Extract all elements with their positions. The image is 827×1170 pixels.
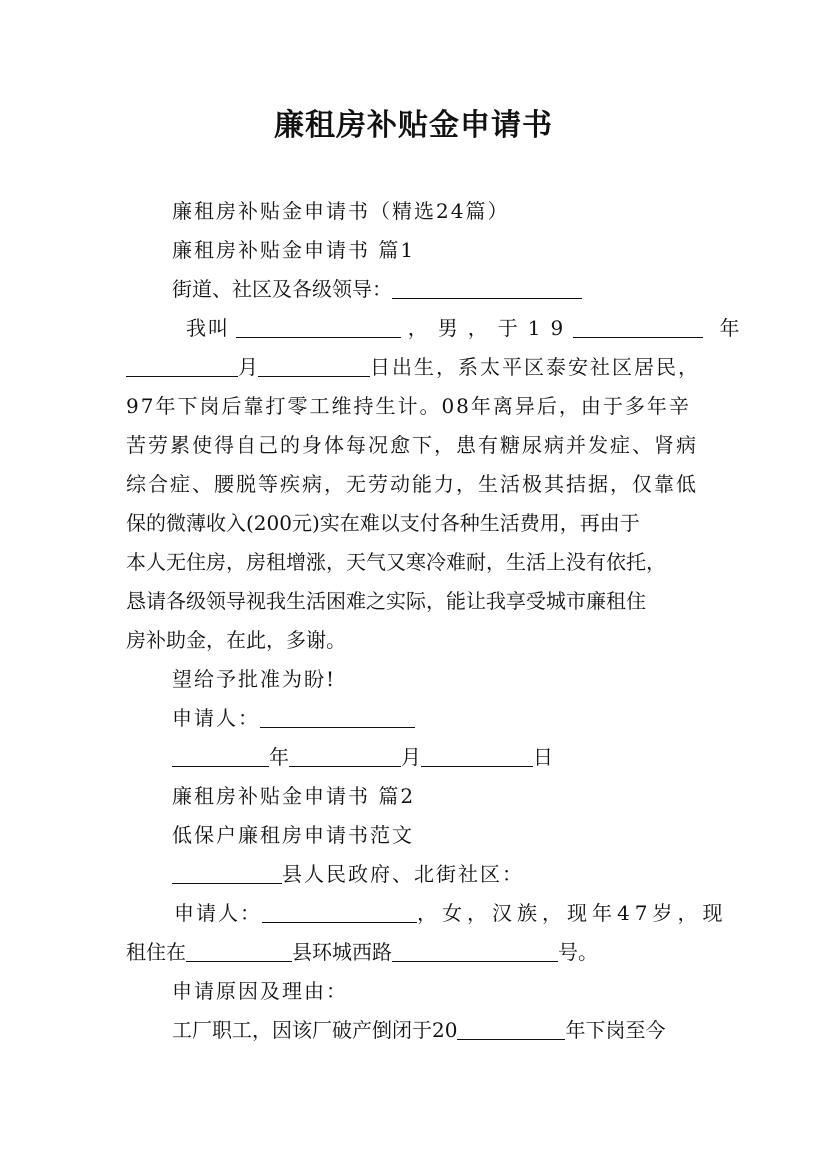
addressee-text: 县人民政府、北街社区：	[282, 862, 524, 886]
salutation-line	[172, 276, 582, 302]
text-segment: 申请人：	[174, 901, 262, 925]
text-segment: ，男，于19	[407, 316, 574, 340]
document-title: 廉租房补贴金申请书	[274, 108, 553, 143]
paragraph-line	[126, 588, 646, 614]
paragraph-line	[126, 627, 346, 653]
paragraph-line	[126, 939, 598, 965]
reason-heading-text: 申请原因及理由：	[172, 979, 348, 1003]
applicant-label: 申请人：	[172, 706, 260, 730]
blank-field	[126, 356, 238, 377]
applicant-line	[172, 705, 415, 731]
paragraph-line	[126, 354, 700, 380]
blank-field	[392, 941, 558, 962]
date-year-label: 年	[269, 745, 289, 769]
section-heading-2	[172, 783, 415, 809]
section-heading-2-text: 廉租房补贴金申请书 篇2	[172, 784, 416, 808]
sample-title-line	[172, 822, 414, 848]
date-day-label: 日	[533, 745, 553, 769]
blank-field	[236, 317, 401, 338]
blank-field	[289, 746, 401, 767]
blank-field	[457, 1019, 565, 1040]
text-segment: 恳请各级领导视我生活困难之实际，能让我享受城市廉租住	[126, 589, 646, 613]
text-segment: 月	[238, 355, 258, 379]
blank-field	[172, 863, 282, 884]
closing-line	[172, 666, 336, 692]
blank-field	[260, 707, 415, 728]
blank-field	[392, 278, 582, 299]
section-heading-1	[172, 237, 415, 263]
blank-field	[172, 746, 269, 767]
text-segment: 日出生，系太平区泰安社区居民，	[370, 355, 700, 379]
subtitle-line	[172, 198, 509, 224]
text-segment: 我叫	[186, 316, 230, 340]
date-month-label: 月	[401, 745, 421, 769]
paragraph-line	[126, 510, 640, 536]
paragraph-line	[126, 432, 698, 458]
blank-field	[262, 902, 417, 923]
addressee-line	[172, 861, 524, 887]
text-segment: 年	[719, 316, 740, 340]
text-segment: ，女，汉族，现年47岁，现	[417, 901, 728, 925]
text-segment: 97年下岗后靠打零工维持生计。08年离异后，由于多年辛	[126, 394, 691, 418]
text-segment: 工厂职工，因该厂破产倒闭于20	[172, 1018, 458, 1042]
text-segment: 保的微薄收入(200元)实在难以支付各种生活费用，再由于	[126, 511, 640, 535]
paragraph-line	[126, 393, 691, 419]
paragraph-line	[186, 315, 740, 341]
section-heading-1-text: 廉租房补贴金申请书 篇1	[172, 238, 416, 262]
text-segment: 号。	[558, 940, 598, 964]
closing-text: 望给予批准为盼!	[172, 667, 337, 691]
text-segment: 年下岗至今	[565, 1018, 666, 1042]
text-segment: 苦劳累使得自己的身体每况愈下，患有糖尿病并发症、肾病	[126, 433, 698, 457]
paragraph-line	[172, 1017, 665, 1043]
text-segment: 本人无住房，房租增涨，天气又寒冷难耐，生活上没有依托，	[126, 550, 666, 574]
paragraph-line	[174, 900, 727, 926]
reason-heading-line	[172, 978, 348, 1004]
blank-field	[421, 746, 533, 767]
paragraph-line	[126, 549, 666, 575]
text-segment: 房补助金，在此，多谢。	[126, 628, 346, 652]
text-segment: 县环城西路	[292, 940, 392, 964]
text-segment: 租住在	[126, 940, 186, 964]
salutation-text: 街道、社区及各级领导：	[172, 277, 392, 301]
blank-field	[573, 317, 703, 338]
subtitle-text: 廉租房补贴金申请书（精选24篇）	[172, 199, 510, 223]
blank-field	[186, 941, 292, 962]
paragraph-line	[126, 471, 698, 497]
sample-title-text: 低保户廉租房申请书范文	[172, 823, 414, 847]
text-segment: 综合症、腰脱等疾病，无劳动能力，生活极其拮据，仅靠低	[126, 472, 698, 496]
date-line	[172, 744, 553, 770]
blank-field	[258, 356, 370, 377]
